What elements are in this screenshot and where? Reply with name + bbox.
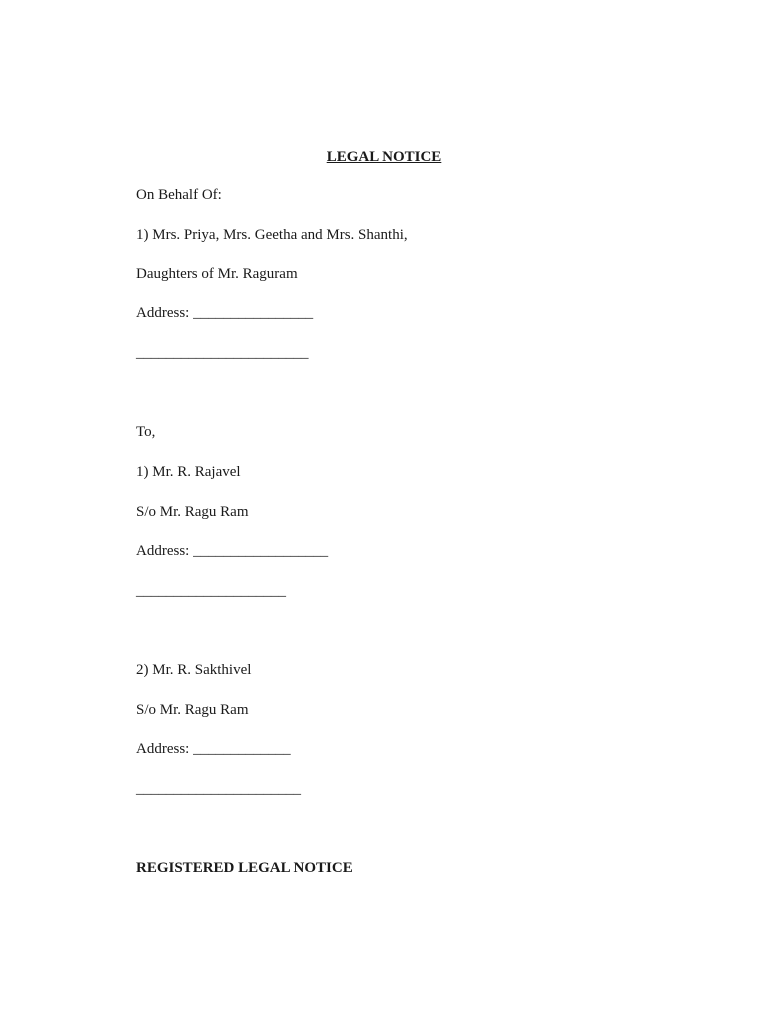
sender-address-line2: _______________________: [136, 345, 309, 361]
sender-relation: Daughters of Mr. Raguram: [136, 266, 298, 282]
to-label: To,: [136, 424, 156, 440]
recipient2-name: 2) Mr. R. Sakthivel: [136, 662, 252, 678]
footer-heading: REGISTERED LEGAL NOTICE: [136, 860, 353, 876]
recipient2-address-line2: ______________________: [136, 781, 301, 797]
recipient1-address: Address: __________________: [136, 543, 329, 559]
recipient2-address: Address: _____________: [136, 741, 291, 757]
sender-names: 1) Mrs. Priya, Mrs. Geetha and Mrs. Shanthi,: [136, 227, 408, 243]
recipient1-relation: S/o Mr. Ragu Ram: [136, 504, 249, 520]
on-behalf-of-label: On Behalf Of:: [136, 187, 222, 203]
recipient1-name: 1) Mr. R. Rajavel: [136, 464, 241, 480]
recipient1-address-line2: ____________________: [136, 583, 286, 599]
page-title: LEGAL NOTICE: [326, 149, 442, 165]
sender-address: Address: ________________: [136, 305, 314, 321]
recipient2-relation: S/o Mr. Ragu Ram: [136, 702, 249, 718]
